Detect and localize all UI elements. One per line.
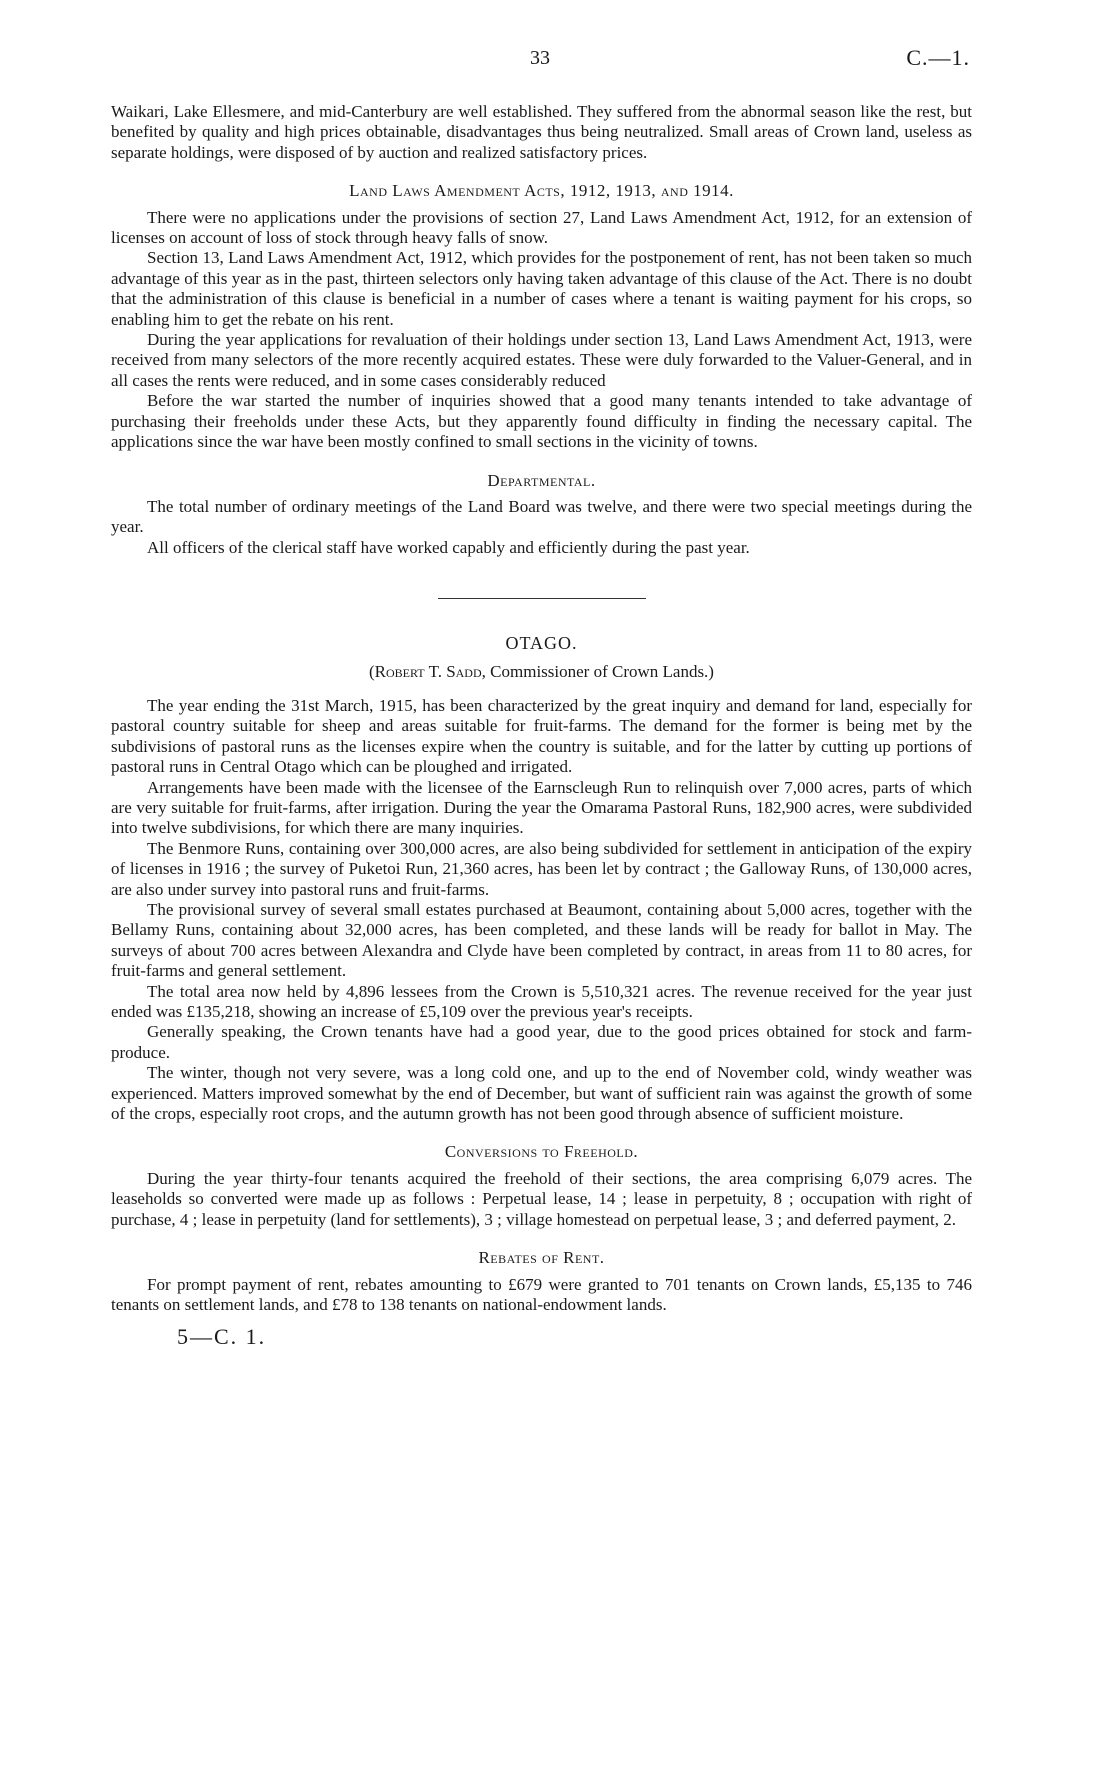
- signature-mark: 5—C. 1.: [177, 1324, 267, 1350]
- otago-paragraph-5: The total area now held by 4,896 lessees from the Crown is 5,510,321 acres. The revenue received for the year just ended was £135,218, showing an increase of £5,109 over the previous year's receipts.: [111, 981, 972, 1022]
- otago-paragraph-4: The provisional survey of several small estates purchased at Beaumont, containing about 5,000 acres, together with the Bellamy Runs, containing about 32,000 acres, has been completed, and these lands will be ready for ballot in May. The surveys of about 700 acres between Alexandra and Clyde have been completed by contract, in areas from 11 to 80 acres, for fruit-farms and general settlement.: [111, 900, 972, 981]
- otago-paragraph-6: Generally speaking, the Crown tenants have had a good year, due to the good prices obtained for stock and farm-produce.: [111, 1022, 972, 1062]
- region-title: OTAGO.: [505, 633, 578, 654]
- departmental-paragraph-1: The total number of ordinary meetings of the Land Board was twelve, and there were two special meetings during the year.: [111, 496, 972, 537]
- document-reference: C.—1.: [906, 45, 970, 70]
- otago-paragraph-7: The winter, though not very severe, was a long cold one, and up to the end of November cold, windy weather was experienced. Matters improved somewhat by the end of December, but want of sufficient rain was against the growth of some of the crops, especially root crops, and the autumn growth has not been good through absence of sufficient moisture.: [111, 1063, 972, 1124]
- otago-paragraph-3: The Benmore Runs, containing over 300,000 acres, are also being subdivided for settlement in anticipation of the expiry of licenses in 1916 ; the survey of Puketoi Run, 21,360 acres, has been let by contract ; the Galloway Runs, of 130,000 acres, are also under survey into pastoral runs and fruit-farms.: [111, 838, 972, 899]
- land-laws-paragraph-3: During the year applications for revaluation of their holdings under section 13, Land Laws Amendment Act, 1913, were received from many selectors of the more recently acquired estates. These were duly forwarded to the Valuer-General, and in all cases the rents were reduced, and in some cases considerably reduced: [111, 330, 972, 390]
- page-number: 33: [530, 47, 550, 69]
- commissioner-role: , Commissioner of Crown Lands.): [481, 661, 714, 681]
- commissioner-line: [111, 662, 972, 682]
- section-heading-land-laws: Land Laws Amendment Acts, 1912, 1913, and 1914.: [349, 181, 734, 201]
- section-divider: [438, 598, 646, 599]
- rebates-paragraph-1: For prompt payment of rent, rebates amounting to £679 were granted to 701 tenants on Crown lands, £5,135 to 746 tenants on settlement lands, and £78 to 138 tenants on national-endowment lands.: [111, 1274, 972, 1314]
- commissioner-name: Robert T. Sadd: [374, 661, 482, 681]
- document-body: [111, 102, 972, 1348]
- otago-paragraph-1: The year ending the 31st March, 1915, has been characterized by the great inquiry and demand for land, especially for pastoral country suitable for sheep and areas suitable for fruit-farms. The demand for the former is being met by the subdivisions of pastoral runs as the licenses expire when the country is suitable, and for the latter by cutting up portions of pastoral runs in Central Otago which can be ploughed and irrigated.: [111, 695, 972, 777]
- otago-paragraph-2: Arrangements have been made with the licensee of the Earnscleugh Run to relinquish over 7,000 acres, parts of which are very suitable for fruit-farms, after irrigation. During the year the Omarama Pastoral Runs, 182,900 acres, were subdivided into twelve subdivisions, for which there are many inquiries.: [111, 777, 972, 838]
- conversions-paragraph-1: During the year thirty-four tenants acquired the freehold of their sections, the area comprising 6,079 acres. The leaseholds so converted were made up as follows : Perpetual lease, 14 ; lease in perpetuity, 8 ; occupation with right of purchase, 4 ; lease in perpetuity (land for settlements), 3 ; village homestead on perpetual lease, 3 ; and deferred payment, 2.: [111, 1168, 972, 1229]
- commissioner-open-paren: (: [369, 661, 375, 681]
- intro-paragraph: Waikari, Lake Ellesmere, and mid-Canterbury are well established. They suffered from the abnormal season like the rest, but benefited by quality and high prices obtainable, disadvantages thus being neutralized. Small areas of Crown land, useless as separate holdings, were disposed of by auction and realized satisfactory prices.: [111, 102, 972, 162]
- section-heading-conversions: Conversions to Freehold.: [444, 1142, 639, 1162]
- section-heading-rebates: Rebates of Rent.: [478, 1248, 605, 1268]
- land-laws-paragraph-1: There were no applications under the provisions of section 27, Land Laws Amendment Act, 1912, for an extension of licenses on account of loss of stock through heavy falls of snow.: [111, 207, 972, 248]
- section-heading-departmental: Departmental.: [487, 470, 596, 490]
- land-laws-paragraph-2: Section 13, Land Laws Amendment Act, 1912, which provides for the postponement of rent, has not been taken so much advantage of this year as in the past, thirteen selectors only having taken advantage of this clause of the Act. There is no doubt that the administration of this clause is beneficial in a number of cases where a tenant is waiting payment for his crops, so enabling him to get the rebate on his rent.: [111, 248, 972, 329]
- land-laws-paragraph-4: Before the war started the number of inquiries showed that a good many tenants intended to take advantage of purchasing their freeholds under these Acts, but they apparently found difficulty in finding the necessary capital. The applications since the war have been mostly confined to small sections in the vicinity of towns.: [111, 391, 972, 452]
- page-header: [0, 45, 1114, 76]
- departmental-paragraph-2: All officers of the clerical staff have worked capably and efficiently during the past year.: [147, 537, 750, 557]
